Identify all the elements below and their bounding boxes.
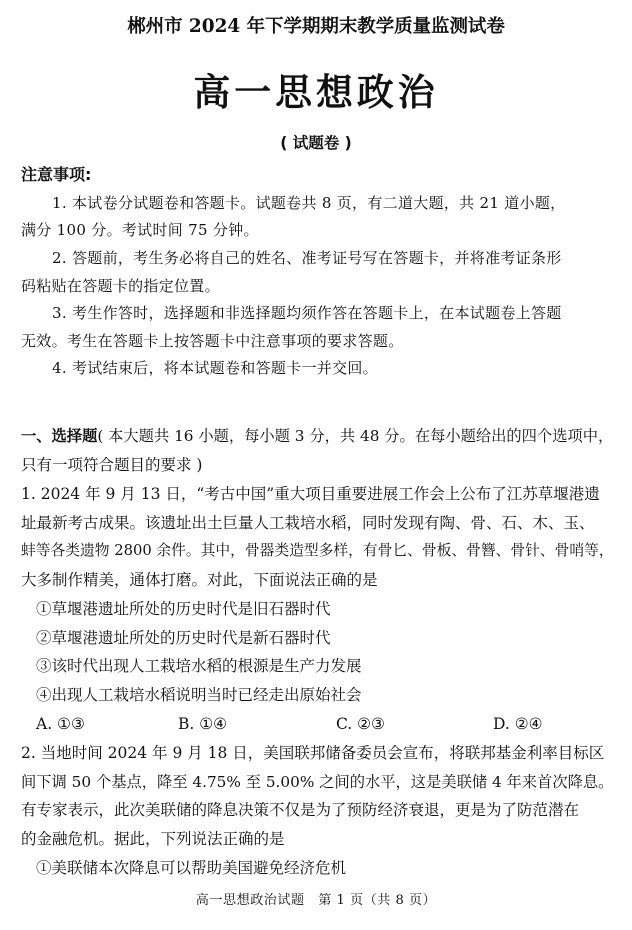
notice-line: 4. 考试结束后，将本试题卷和答题卡一并交回。 — [52, 359, 378, 377]
paper-type: ( 试题卷 ) — [280, 134, 352, 152]
section-intro: ( 本大题共 16 小题，每小题 3 分，共 48 分。在每小题给出的四个选项中， — [97, 427, 614, 445]
question-line: 蚌等各类遗物 2800 余件。其中，骨器类造型多样，有骨匕、骨板、骨簪、骨针、骨哨等， — [21, 542, 614, 559]
option-c: C. ②③ — [336, 715, 385, 733]
statement: ③该时代出现人工栽培水稻的根源是生产力发展 — [36, 657, 362, 675]
question-line: 大多制作精美，通体打磨。对此，下面说法正确的是 — [21, 571, 378, 589]
notice-line: 2. 答题前，考生务必将自己的姓名、准考证号写在答题卡，并将准考证条形 — [52, 249, 562, 267]
question-line: 1. 2024 年 9 月 13 日，“考古中国”重大项目重要进展工作会上公布了江苏草堰港遗 — [21, 485, 600, 503]
statement: ①草堰港遗址所处的历史时代是旧石器时代 — [36, 600, 331, 618]
section-heading — [21, 426, 613, 446]
notice-line: 无效。考生在答题卡上按答题卡中注意事项的要求答题。 — [21, 332, 404, 350]
page-footer: 高一思想政治试题 第 1 页（共 8 页） — [195, 893, 437, 908]
subject-title: 高一思想政治 — [193, 71, 439, 114]
option-a: A. ①③ — [36, 715, 85, 733]
notice-line: 满分 100 分。考试时间 75 分钟。 — [21, 221, 259, 239]
notice-line: 3. 考生作答时，选择题和非选择题均须作答在答题卡上，在本试题卷上答题 — [52, 304, 562, 322]
question-line: 有专家表示，此次美联储的降息决策不仅是为了预防经济衰退，更是为了防范潜在 — [21, 801, 580, 819]
question-line: 2. 当地时间 2024 年 9 月 18 日，美国联邦储备委员会宣布，将联邦基金利率目标区 — [21, 744, 605, 762]
section-intro-line: 只有一项符合题目的要求 ) — [21, 456, 203, 474]
question-line: 的金融危机。据此，下列说法正确的是 — [21, 830, 285, 848]
question-line: 间下调 50 个基点，降至 4.75% 至 5.00% 之间的水平，这是美联储 4 年来首次降息。 — [21, 773, 614, 791]
notice-heading: 注意事项: — [21, 165, 92, 184]
statement: ④出现人工栽培水稻说明当时已经走出原始社会 — [36, 686, 362, 704]
statement: ①美联储本次降息可以帮助美国避免经济危机 — [36, 859, 347, 877]
section-title: 一、选择题 — [21, 427, 98, 445]
notice-line: 码粘贴在答题卡的指定位置。 — [21, 277, 220, 295]
exam-title: 郴州市 2024 年下学期期末教学质量监测试卷 — [127, 16, 505, 37]
statement: ②草堰港遗址所处的历史时代是新石器时代 — [36, 629, 331, 647]
question-line: 址最新考古成果。该遗址出土巨量人工栽培水稻，同时发现有陶、骨、石、木、玉、 — [21, 514, 595, 532]
option-b: B. ①④ — [178, 715, 228, 733]
notice-line: 1. 本试卷分试题卷和答题卡。试题卷共 8 页，有二道大题，共 21 道小题， — [52, 194, 566, 212]
option-d: D. ②④ — [493, 715, 543, 733]
